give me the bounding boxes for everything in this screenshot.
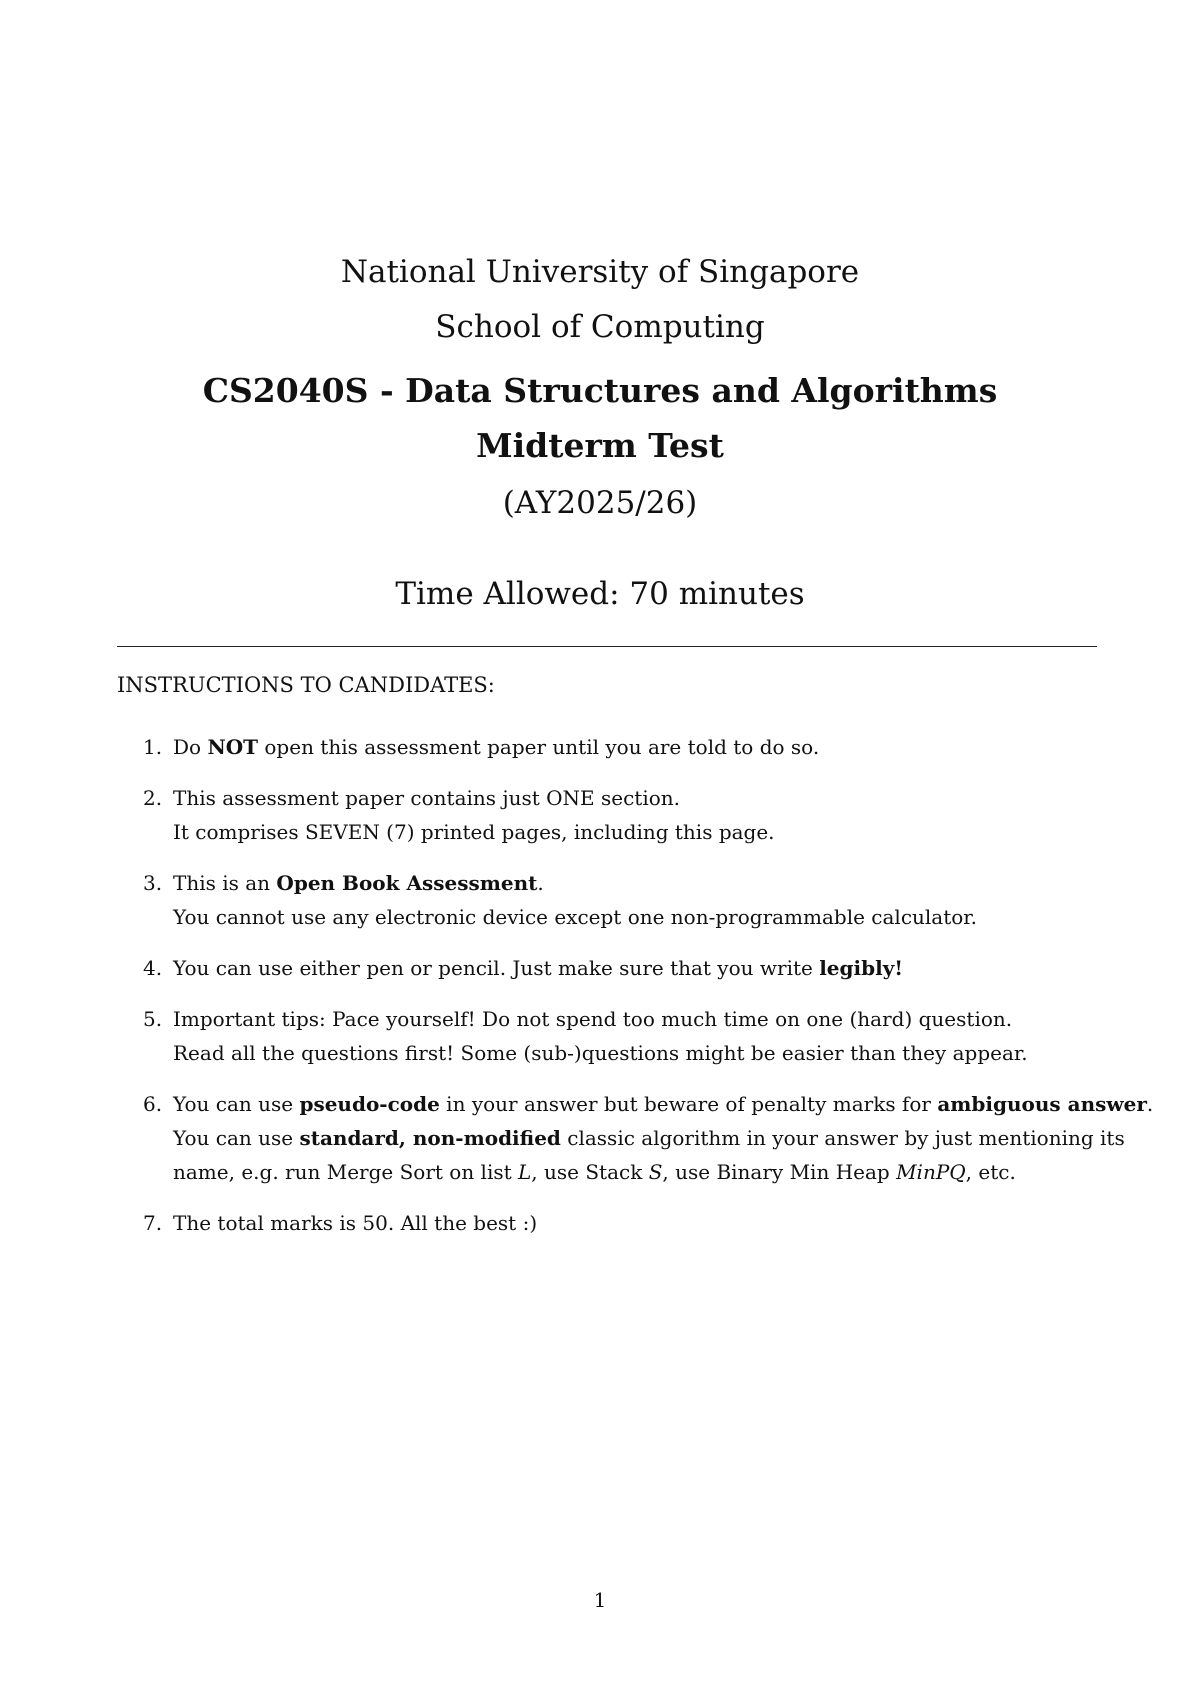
item-line: You can use either pen or pencil. Just make sure that you write legibly! (173, 956, 904, 980)
item-line: You can use standard, non-modified classic algorithm in your answer by just mentioning its (173, 1126, 1125, 1150)
instructions-list (117, 730, 1154, 1257)
emphasis-ambiguous: ambiguous answer (937, 1092, 1147, 1116)
instructions-heading: INSTRUCTIONS TO CANDIDATES: (117, 673, 495, 697)
math-l: L (518, 1160, 532, 1184)
math-s: S (648, 1160, 663, 1184)
item-line: Do NOT open this assessment paper until you are told to do so. (173, 735, 820, 759)
instruction-item-4 (117, 951, 1107, 985)
item-line: The total marks is 50. All the best :) (173, 1211, 538, 1235)
item-line: You cannot use any electronic device except one non-programmable calculator. (173, 905, 978, 929)
instruction-item-5 (117, 1002, 1107, 1070)
emphasis-standard: standard, non-modified (299, 1126, 561, 1150)
item-line: You can use pseudo-code in your answer but beware of penalty marks for ambiguous answer. (173, 1092, 1154, 1116)
item-number: 4. (143, 956, 163, 980)
instruction-item-3 (117, 866, 1107, 934)
time-allowed: Time Allowed: 70 minutes (395, 576, 805, 612)
course-title: CS2040S - Data Structures and Algorithms (202, 371, 998, 410)
item-number: 5. (143, 1007, 163, 1031)
item-number: 6. (143, 1092, 163, 1116)
instruction-item-1 (117, 730, 1107, 764)
item-number: 1. (143, 735, 163, 759)
item-line: This assessment paper contains just ONE section. (173, 786, 681, 810)
emphasis-open-book: Open Book Assessment (276, 871, 538, 895)
horizontal-rule (117, 646, 1097, 647)
item-line: Important tips: Pace yourself! Do not spend too much time on one (hard) question. (173, 1007, 1013, 1031)
emphasis-pseudo-code: pseudo-code (299, 1092, 440, 1116)
university-name: National University of Singapore (340, 254, 860, 290)
item-line: Read all the questions first! Some (sub-)questions might be easier than they appear. (173, 1041, 1028, 1065)
item-line: It comprises SEVEN (7) printed pages, including this page. (173, 820, 775, 844)
instruction-item-6 (117, 1087, 1154, 1189)
instruction-item-2 (117, 781, 1107, 849)
item-number: 2. (143, 786, 163, 810)
instruction-item-7 (117, 1206, 1107, 1240)
page-number: 1 (593, 1588, 607, 1612)
academic-year: (AY2025/26) (502, 485, 698, 521)
item-line: This is an Open Book Assessment. (173, 871, 544, 895)
emphasis-not: NOT (207, 735, 259, 759)
item-number: 3. (143, 871, 163, 895)
math-minpq: MinPQ (896, 1160, 966, 1184)
exam-title: Midterm Test (476, 426, 724, 465)
item-line: name, e.g. run Merge Sort on list L, use Stack S, use Binary Min Heap MinPQ, etc. (173, 1160, 1016, 1184)
school-name: School of Computing (435, 309, 765, 345)
emphasis-legibly: legibly! (819, 956, 904, 980)
item-number: 7. (143, 1211, 163, 1235)
